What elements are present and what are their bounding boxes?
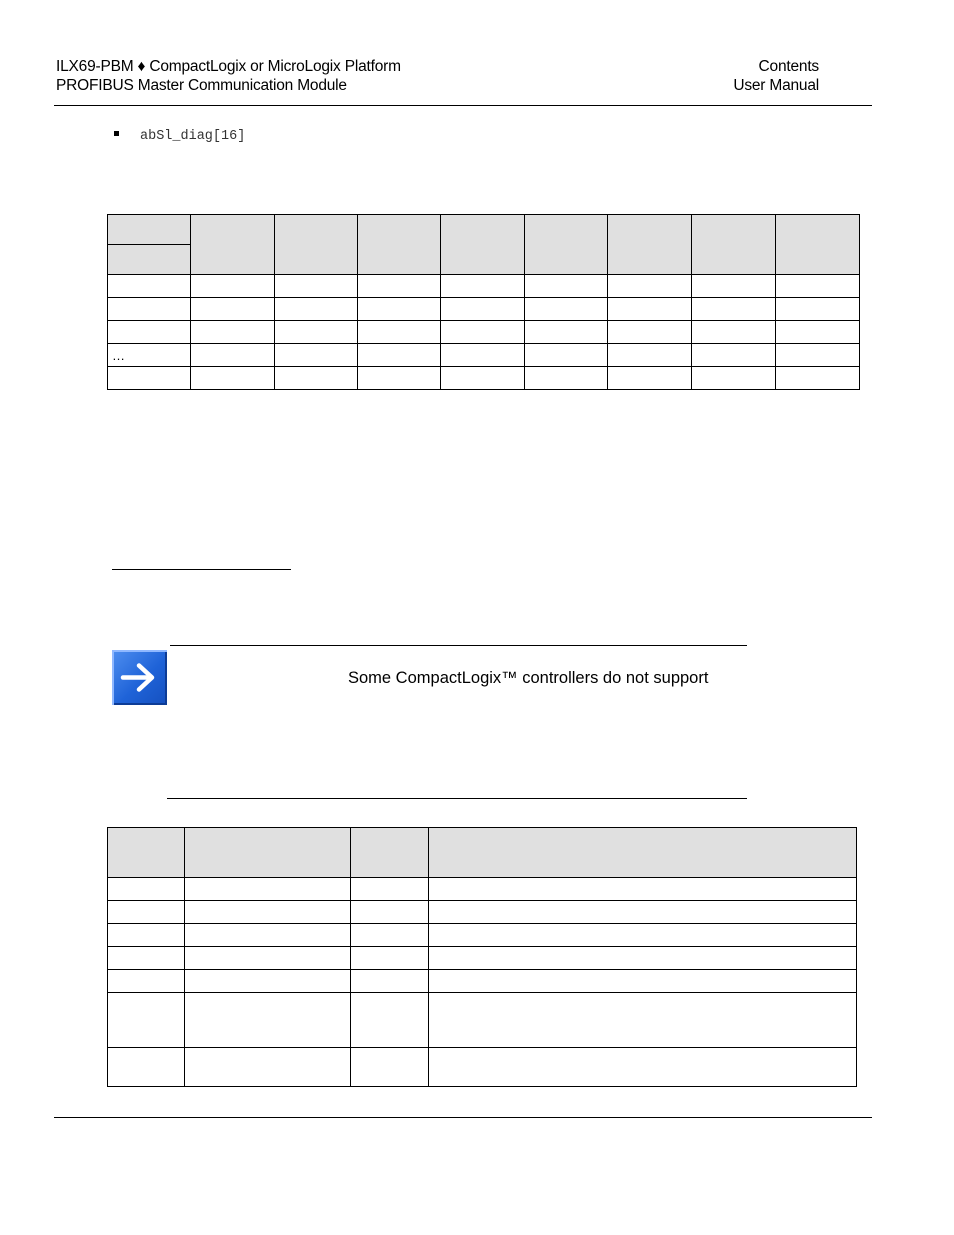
table-header-cell	[108, 215, 191, 245]
table-row	[108, 275, 860, 298]
table-row	[108, 344, 860, 367]
table-row	[108, 947, 857, 970]
table-header-cell	[692, 215, 776, 275]
table-header-cell	[358, 215, 441, 275]
bullet-code: abSl_diag[16]	[140, 129, 246, 144]
header-doc-type: User Manual	[733, 77, 819, 94]
header-title-line1: ILX69-PBM ♦ CompactLogix or MicroLogix Platform	[56, 58, 401, 75]
table-header-cell	[108, 245, 191, 275]
table-row	[108, 298, 860, 321]
header-rule	[54, 105, 872, 106]
table-header-cell	[608, 215, 692, 275]
table-header-cell	[275, 215, 358, 275]
table-header-cell	[429, 828, 857, 878]
table-row	[108, 970, 857, 993]
note-top-rule	[170, 645, 747, 646]
diag-table	[107, 214, 860, 390]
table-header-cell	[108, 828, 185, 878]
table-header-cell	[191, 215, 275, 275]
section-underline	[112, 569, 291, 570]
header-title-line2: PROFIBUS Master Communication Module	[56, 77, 347, 94]
table-header-cell	[776, 215, 860, 275]
note-bottom-rule	[167, 798, 747, 799]
table-row	[108, 1048, 857, 1087]
ellipsis-cell: …	[108, 344, 191, 367]
table-row	[108, 367, 860, 390]
status-table	[107, 827, 857, 1087]
table-header-cell	[351, 828, 429, 878]
arrow-right-icon	[112, 650, 167, 705]
table-row	[108, 878, 857, 901]
footer-rule	[54, 1117, 872, 1118]
table-header-cell	[525, 215, 608, 275]
table-row	[108, 993, 857, 1048]
table-row	[108, 321, 860, 344]
table-row	[108, 901, 857, 924]
header-section: Contents	[758, 58, 819, 75]
table-header-cell	[441, 215, 525, 275]
bullet-marker	[114, 131, 119, 136]
note-text: Some CompactLogix™ controllers do not support	[348, 669, 709, 687]
table-header-cell	[185, 828, 351, 878]
table-row	[108, 924, 857, 947]
